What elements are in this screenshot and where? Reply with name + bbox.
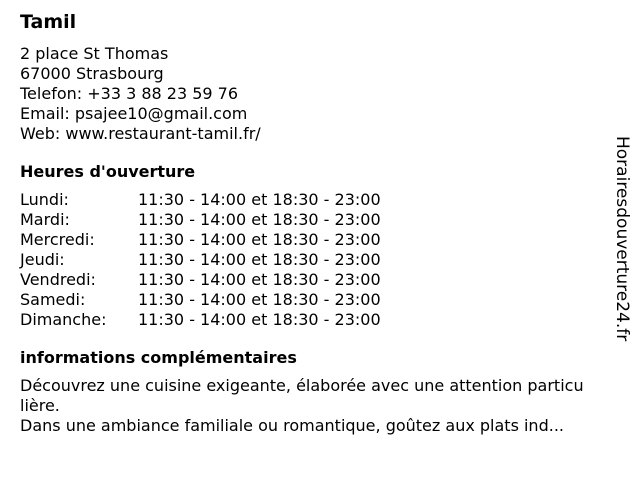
email-text: Email: psajee10@gmail.com bbox=[20, 104, 248, 123]
watermark-text: Horairesdouverture24.fr bbox=[612, 136, 632, 342]
restaurant-card bbox=[20, 8, 620, 436]
time-range: 11:30 - 14:00 et 18:30 - 23:00 bbox=[138, 250, 381, 269]
hours-row-friday bbox=[20, 270, 620, 290]
address-line-1: 2 place St Thomas bbox=[20, 44, 169, 63]
info-description bbox=[20, 376, 618, 436]
time-range: 11:30 - 14:00 et 18:30 - 23:00 bbox=[138, 230, 381, 249]
info-line-2: Dans une ambiance familiale ou romantique, goûtez aux plats ind... bbox=[20, 416, 564, 435]
day-label: Lundi: bbox=[20, 190, 69, 209]
hours-row-thursday bbox=[20, 250, 620, 270]
day-label: Mercredi: bbox=[20, 230, 95, 249]
hours-row-tuesday bbox=[20, 210, 620, 230]
time-range: 11:30 - 14:00 et 18:30 - 23:00 bbox=[138, 290, 381, 309]
day-label: Vendredi: bbox=[20, 270, 96, 289]
address-line-2: 67000 Strasbourg bbox=[20, 64, 164, 83]
time-range: 11:30 - 14:00 et 18:30 - 23:00 bbox=[138, 310, 381, 329]
day-label: Samedi: bbox=[20, 290, 86, 309]
restaurant-name: Tamil bbox=[20, 11, 77, 33]
hours-list bbox=[20, 190, 620, 330]
info-heading: informations complémentaires bbox=[20, 348, 297, 367]
hours-row-sunday bbox=[20, 310, 620, 330]
time-range: 11:30 - 14:00 et 18:30 - 23:00 bbox=[138, 210, 381, 229]
time-range: 11:30 - 14:00 et 18:30 - 23:00 bbox=[138, 270, 381, 289]
phone-text: Telefon: +33 3 88 23 59 76 bbox=[20, 84, 239, 103]
day-label: Dimanche: bbox=[20, 310, 107, 329]
day-label: Mardi: bbox=[20, 210, 70, 229]
website-text: Web: www.restaurant-tamil.fr/ bbox=[20, 124, 261, 143]
hours-row-wednesday bbox=[20, 230, 620, 250]
info-line-1: Découvrez une cuisine exigeante, élaborée avec une attention particu lière. bbox=[20, 376, 584, 415]
hours-heading: Heures d'ouverture bbox=[20, 162, 196, 181]
day-label: Jeudi: bbox=[20, 250, 65, 269]
hours-row-monday bbox=[20, 190, 620, 210]
hours-row-saturday bbox=[20, 290, 620, 310]
time-range: 11:30 - 14:00 et 18:30 - 23:00 bbox=[138, 190, 381, 209]
